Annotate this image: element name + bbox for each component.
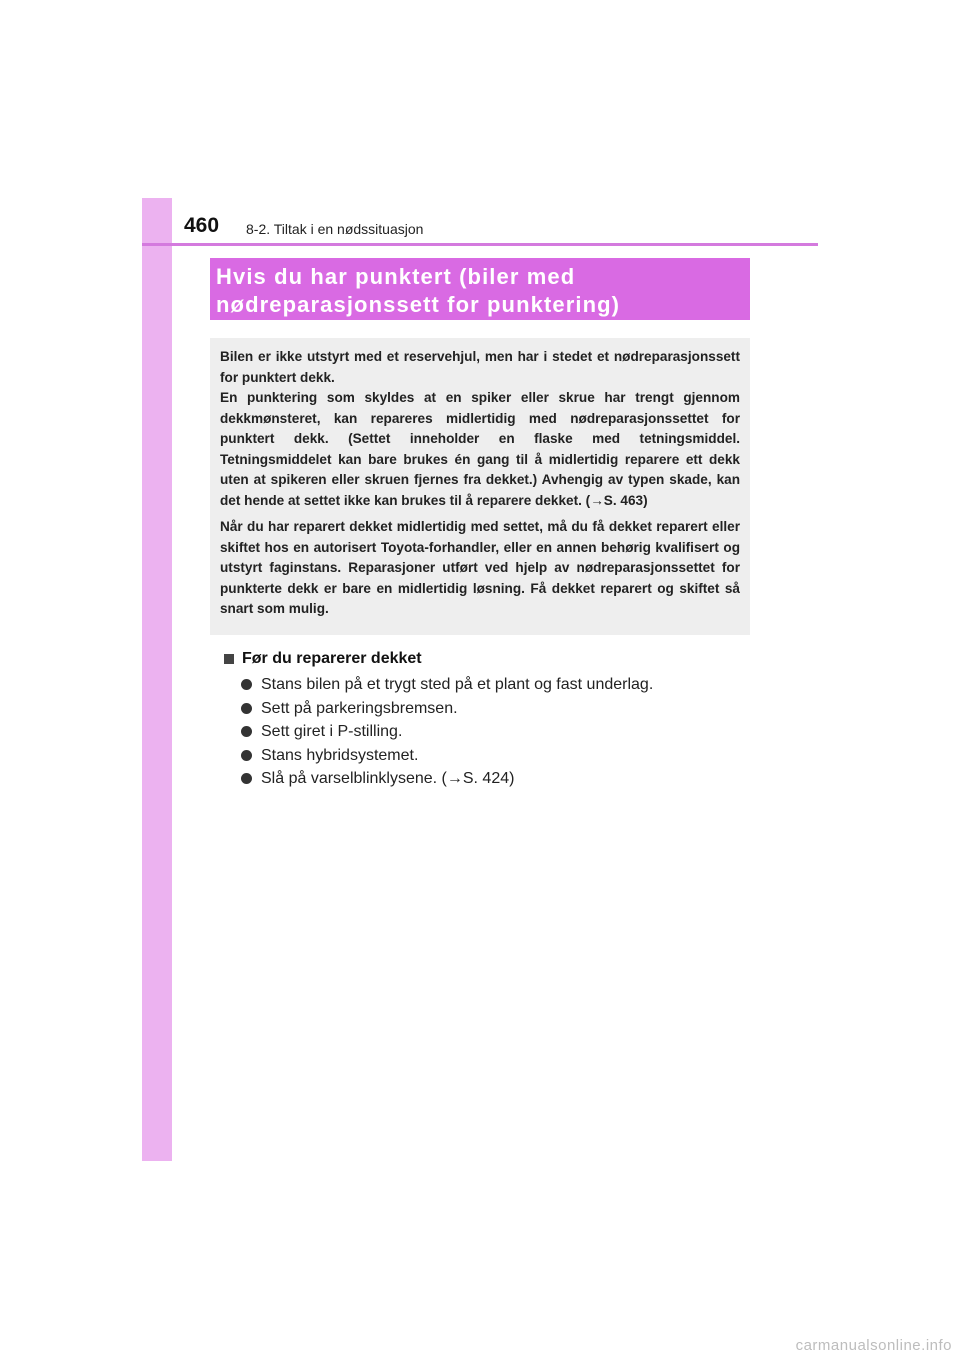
list-item-text: Sett giret i P-stilling. bbox=[261, 723, 403, 740]
subheading-text: Før du reparerer dekket bbox=[242, 650, 422, 667]
list-item bbox=[241, 720, 741, 744]
info-paragraph-3: Når du har reparert dekket midlertidig med settet, må du få dekket reparert eller skiftet hos en autorisert Toyota-forhandler, eller en annen behørig kvalifisert og utstyrt faginstans. Reparasjoner utført ved hjelp av nødreparasjonssettet for punkterte dekk er bare en midlertidig løsning. Få dekket reparert og skiftet så snart som mulig. bbox=[220, 519, 740, 616]
info-paragraph-1 bbox=[220, 347, 740, 511]
info-paragraph-2-text: En punktering som skyldes at en spiker eller skrue har trengt gjennom dekkmønsteret, kan repareres midlertidig med nødreparasjonssettet for punktert dekk. (Settet inneholder en flaske med tetningsmiddel. Tetningsmiddelet kan bare brukes én gang til å midlertidig reparere ett dekk uten at spikeren eller skruen fjernes fra dekket.) Avhengig av typen skade, kan det hende at settet ikke kan brukes til å reparere dekket. (→S. 463) bbox=[220, 390, 740, 508]
list-item-text: Stans hybridsystemet. bbox=[261, 746, 419, 764]
bullet-list bbox=[241, 673, 741, 791]
subheading bbox=[224, 650, 422, 668]
list-item-text: Stans bilen på et trygt sted på et plant og fast underlag. bbox=[261, 676, 654, 693]
header-rule bbox=[142, 243, 818, 246]
title-line-2: nødreparasjonssett for punktering) bbox=[216, 292, 621, 317]
list-item bbox=[241, 767, 741, 791]
info-box bbox=[210, 338, 750, 635]
watermark: carmanualsonline.info bbox=[795, 1337, 952, 1354]
section-label: 8-2. Tiltak i en nødssituasjon bbox=[246, 221, 424, 237]
bullet-dot-icon bbox=[241, 773, 252, 784]
bullet-dot-icon bbox=[241, 750, 252, 761]
bullet-dot-icon bbox=[241, 703, 252, 714]
info-paragraph-1-text: Bilen er ikke utstyrt med et reservehjul, men har i stedet et nødreparasjonssett for punktert dekk. bbox=[220, 349, 740, 385]
square-bullet-icon bbox=[224, 654, 234, 664]
title-banner bbox=[210, 258, 750, 320]
chapter-side-tab bbox=[142, 198, 172, 1161]
list-item bbox=[241, 673, 741, 697]
list-item bbox=[241, 697, 741, 721]
page-number: 460 bbox=[184, 214, 220, 237]
list-item bbox=[241, 744, 741, 768]
list-item-text: Sett på parkeringsbremsen. bbox=[261, 699, 458, 717]
title-line-1: Hvis du har punktert (biler med bbox=[216, 264, 576, 289]
bullet-dot-icon bbox=[241, 679, 252, 690]
list-item-text: Slå på varselblinklysene. (→S. 424) bbox=[261, 770, 515, 787]
bullet-dot-icon bbox=[241, 726, 252, 737]
